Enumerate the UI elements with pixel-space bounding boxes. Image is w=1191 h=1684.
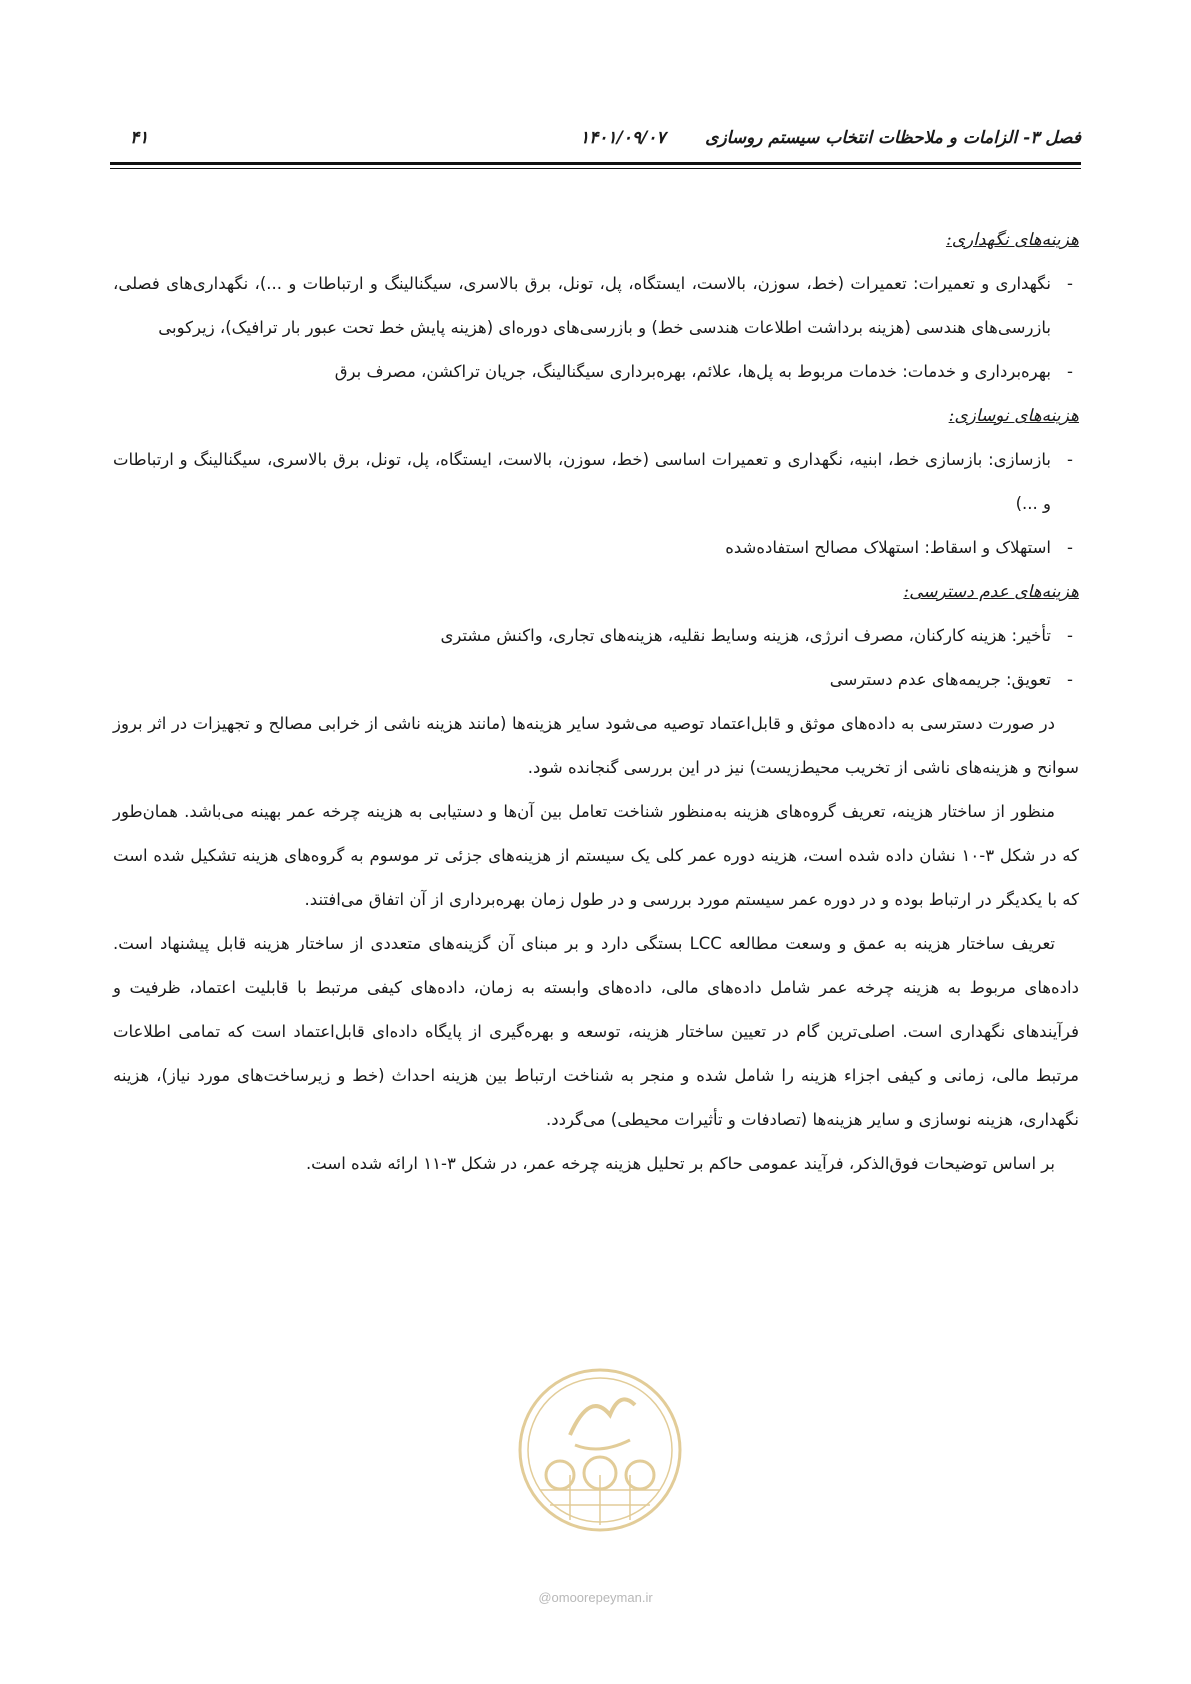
list-item: - بازسازی: بازسازی خط، ابنیه، نگهداری و تعمیرات اساسی (خط، سوزن، بالاست، ایستگاه، پل، تونل، برق بالاسری، سیگنالینگ و ارتباطات و ...)	[113, 438, 1051, 526]
list-item: - تعویق: جریمه‌های عدم دسترسی	[113, 658, 1051, 702]
page-body	[113, 218, 1079, 1186]
section-heading-maintenance: هزینه‌های نگهداری:	[945, 230, 1079, 250]
unavailability-list	[113, 614, 1079, 702]
list-item: - تأخیر: هزینه کارکنان، مصرف انرژی، هزینه وسایط نقلیه، هزینه‌های تجاری، واکنش مشتری	[113, 614, 1051, 658]
header-rule-thin	[110, 168, 1081, 169]
body-paragraph: بر اساس توضیحات فوق‌الذکر، فرآیند عمومی حاکم بر تحلیل هزینه چرخه عمر، در شکل ۳-۱۱ ارائه شده است.	[305, 1154, 1055, 1173]
body-paragraph: تعریف ساختار هزینه به عمق و وسعت مطالعه LCC بستگی دارد و بر مبنای آن گزینه‌های متعددی از ساختار هزینه قابل پیشنهاد است. داده‌های مربوط به هزینه چرخه عمر شامل داده‌های مالی، داده‌های وابسته به زمان، داده‌های کیفی مرتبط با قابلیت اعتماد، ظرفیت و فرآیندهای نگهداری است. اصلی‌ترین گام در تعیین ساختار هزینه، توسعه و بهره‌گیری از پایگاه داده‌ای قابل‌اعتماد است که تمامی اطلاعات مرتبط مالی، زمانی و کیفی اجزاء هزینه را شامل شده و منجر به شناخت ارتباط بین هزینه احداث (خط و زیرساخت‌های مورد نیاز)، هزینه نگهداری، هزینه نوسازی و سایر هزینه‌ها (تصادفات و تأثیرات محیطی) می‌گردد.	[113, 934, 1079, 1129]
renewal-list	[113, 438, 1079, 570]
list-item: - نگهداری و تعمیرات: تعمیرات (خط، سوزن، بالاست، ایستگاه، پل، تونل، برق بالاسری، سیگنالینگ و ارتباطات و ...)، نگهداری‌های فصلی، بازرسی‌های هندسی (هزینه برداشت اطلاعات هندسی خط) و بازرسی‌های دوره‌ای (هزینه پایش خط تحت عبور بار ترافیک)، زیرکوبی	[113, 262, 1051, 350]
maintenance-list	[113, 262, 1079, 394]
body-paragraph: در صورت دسترسی به داده‌های موثق و قابل‌اعتماد توصیه می‌شود سایر هزینه‌ها (مانند هزینه ناشی از خرابی مصالح و تجهیزات در اثر بروز سوانح و هزینه‌های ناشی از تخریب محیط‌زیست) نیز در این بررسی گنجانده شود.	[113, 714, 1079, 777]
section-heading-unavailability: هزینه‌های عدم دسترسی:	[903, 582, 1079, 602]
section-heading-renewal: هزینه‌های نوسازی:	[948, 406, 1079, 426]
list-item: - استهلاک و اسقاط: استهلاک مصالح استفاده‌شده	[113, 526, 1051, 570]
header-rule-thick	[110, 162, 1081, 165]
page-number: ۴۱	[130, 128, 149, 148]
list-item: - بهره‌برداری و خدمات: خدمات مربوط به پل‌ها، علائم، بهره‌برداری سیگنالینگ، جریان تراکشن، مصرف برق	[113, 350, 1051, 394]
watermark-url: @omoorepeyman.ir	[538, 1590, 653, 1605]
body-paragraph: منظور از ساختار هزینه، تعریف گروه‌های هزینه به‌منظور شناخت تعامل بین آن‌ها و دستیابی به هزینه چرخه عمر بهینه می‌باشد. همان‌طور که در شکل ۳-۱۰ نشان داده شده است، هزینه دوره عمر کلی یک سیستم از هزینه‌های جزئی تر موسوم به گروه‌های هزینه تشکیل شده است که با یکدیگر در ارتباط بوده و در دوره عمر سیستم مورد بررسی و در طول زمان بهره‌برداری از آن اتفاق می‌افتند.	[113, 802, 1079, 909]
seal-watermark	[515, 1365, 685, 1535]
page-header	[110, 128, 1081, 156]
header-date: ۱۴۰۱/۰۹/۰۷	[580, 128, 666, 148]
chapter-title: فصل ۳- الزامات و ملاحظات انتخاب سیستم روسازی	[705, 128, 1081, 148]
